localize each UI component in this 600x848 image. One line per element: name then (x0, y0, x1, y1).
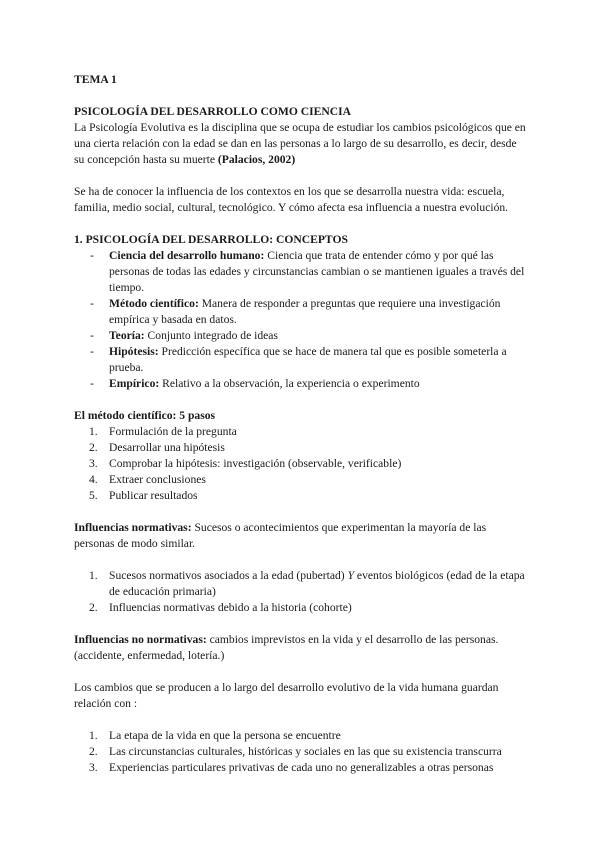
list-item: 1. Sucesos normativos asociados a la edad (pubertad) Y eventos biológicos (edad de la etapa de educación primaria) (89, 569, 525, 598)
context-paragraph: Se ha de conocer la influencia de los contextos en los que se desarrolla nuestra vida: escuela, familia, medio social, cultural, tecnológico. Y cómo afecta esa influencia a nuestra evolución. (74, 185, 509, 214)
list-item: 3. Experiencias particulares privativas de cada uno no generalizables a otras personas (89, 761, 494, 774)
list-item: 2. Las circunstancias culturales, históricas y sociales en las que su existencia transcurra (89, 745, 502, 758)
normative-label: Influencias normativas: (74, 521, 192, 534)
list-item: 1. Formulación de la pregunta (89, 425, 237, 438)
list-item: 5. Publicar resultados (89, 489, 198, 502)
list-item: - Empírico: Relativo a la observación, la experiencia o experimento (90, 377, 420, 390)
section-title: PSICOLOGÍA DEL DESARROLLO COMO CIENCIA (74, 105, 352, 118)
normative-list (74, 568, 526, 616)
method-steps-list (74, 424, 526, 504)
concepts-list (74, 248, 526, 392)
intro-text: La Psicología Evolutiva es la disciplina que se ocupa de estudiar los cambios psicológicos que en una cierta relación con la edad se dan en las personas a lo largo de su desarrollo, es decir, desde su concepción hasta su muerte (74, 121, 526, 166)
list-item: 4. Extraer conclusiones (89, 473, 206, 486)
method-heading: El método científico: 5 pasos (74, 409, 216, 422)
intro-citation: (Palacios, 2002) (217, 153, 296, 166)
tema-title: TEMA 1 (74, 73, 117, 86)
list-item: - Teoría: Conjunto integrado de ideas (90, 329, 278, 342)
list-item: 2. Influencias normativas debido a la historia (cohorte) (89, 601, 352, 614)
non-normative-paragraph: Influencias no normativas: cambios imprevistos en la vida y el desarrollo de las personas. (accidente, enfermedad, lotería.) (74, 633, 499, 662)
intro-paragraph (74, 120, 526, 168)
list-item: 3. Comprobar la hipótesis: investigación (observable, verificable) (89, 457, 402, 470)
changes-paragraph: Los cambios que se producen a lo largo del desarrollo evolutivo de la vida humana guardan relación con : (74, 681, 499, 710)
list-item: - Método científico: Manera de responder a preguntas que requiere una investigación empírica y basada en datos. (90, 297, 501, 326)
list-item: 2. Desarrollar una hipótesis (89, 441, 225, 454)
document-page (74, 72, 526, 776)
list-item: - Ciencia del desarrollo humano: Ciencia que trata de entender cómo y por qué las personas de todas las edades y circunstancias cambian o se mantienen iguales a través del tiempo. (90, 249, 525, 294)
list-item: 1. La etapa de la vida en que la persona se encuentre (89, 729, 341, 742)
changes-list (74, 728, 526, 776)
non-normative-label: Influencias no normativas: (74, 633, 207, 646)
list-item: - Hipótesis: Predicción específica que se hace de manera tal que es posible someterla a prueba. (90, 345, 507, 374)
concepts-heading: 1. PSICOLOGÍA DEL DESARROLLO: CONCEPTOS (74, 233, 348, 246)
normative-paragraph: Influencias normativas: Sucesos o acontecimientos que experimentan la mayoría de las personas de modo similar. (74, 521, 487, 550)
